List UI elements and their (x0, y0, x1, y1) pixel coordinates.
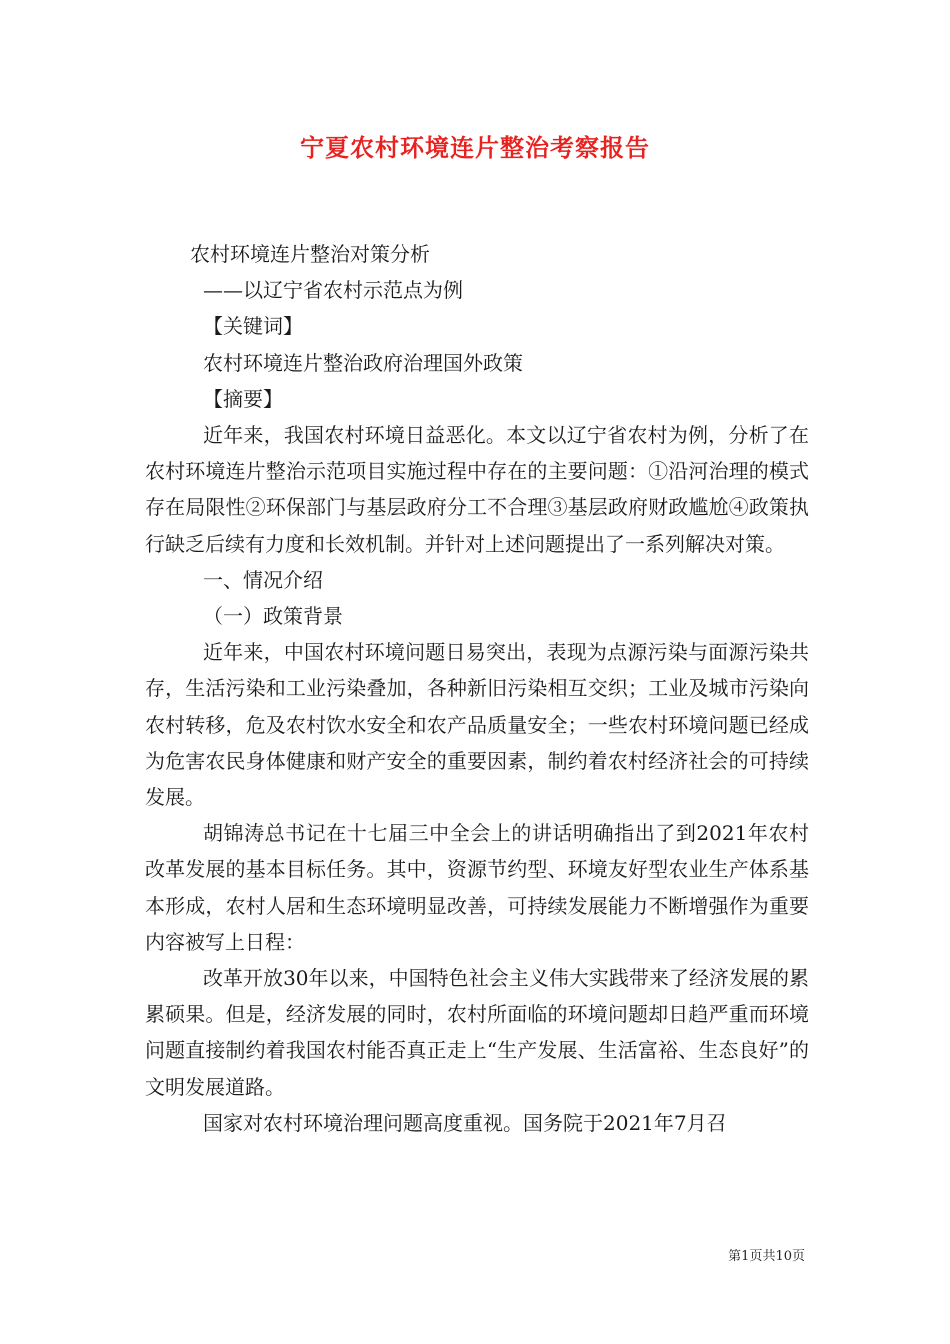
section-heading: 农村环境连片整治对策分析 (190, 242, 430, 266)
abstract-label: 【摘要】 (203, 386, 283, 411)
section-subheading: ——以辽宁省农村示范点为例 (203, 278, 463, 303)
body-paragraph: 改革开放30年以来，中国特色社会主义伟大实践带来了经济发展的累累硕果。但是，经济发展的同时，农村所面临的环境问题却日趋严重而环境问题直接制约着我国农村能否真正走上“生产发展、生活富裕、生态良好”的文明发展道路。 (145, 966, 809, 1099)
document-body (145, 236, 809, 1141)
body-paragraph: 胡锦涛总书记在十七届三中全会上的讲话明确指出了到2021年农村改革发展的基本目标任务。其中，资源节约型、环境友好型农业生产体系基本形成，农村人居和生态环境明显改善，可持续发展能力不断增强作为重要内容被写上日程： (145, 821, 809, 954)
abstract-paragraph: 近年来，我国农村环境日益恶化。本文以辽宁省农村为例，分析了在农村环境连片整治示范项目实施过程中存在的主要问题：①沿河治理的模式存在局限性②环保部门与基层政府分工不合理③基层政府财政尴尬④政策执行缺乏后续有力度和长效机制。并针对上述问题提出了一系列解决对策。 (145, 423, 809, 556)
heading-policy-background: （一）政策背景 (203, 604, 343, 629)
keywords-text: 农村环境连片整治政府治理国外政策 (203, 350, 523, 375)
document-title: 宁夏农村环境连片整治考察报告 (300, 133, 650, 162)
keywords-label: 【关键词】 (203, 314, 303, 339)
heading-intro: 一、情况介绍 (203, 567, 323, 592)
body-paragraph: 近年来，中国农村环境问题日易突出，表现为点源污染与面源污染共存，生活污染和工业污染叠加，各种新旧污染相互交织；工业及城市污染向农村转移，危及农村饮水安全和农产品质量安全；一些农村环境问题已经成为危害农民身体健康和财产安全的重要因素，制约着农村经济社会的可持续发展。 (145, 640, 809, 810)
page-number-footer: 第1页共10页 (728, 1249, 805, 1264)
body-paragraph: 国家对农村环境治理问题高度重视。国务院于2021年7月召 (203, 1110, 727, 1135)
